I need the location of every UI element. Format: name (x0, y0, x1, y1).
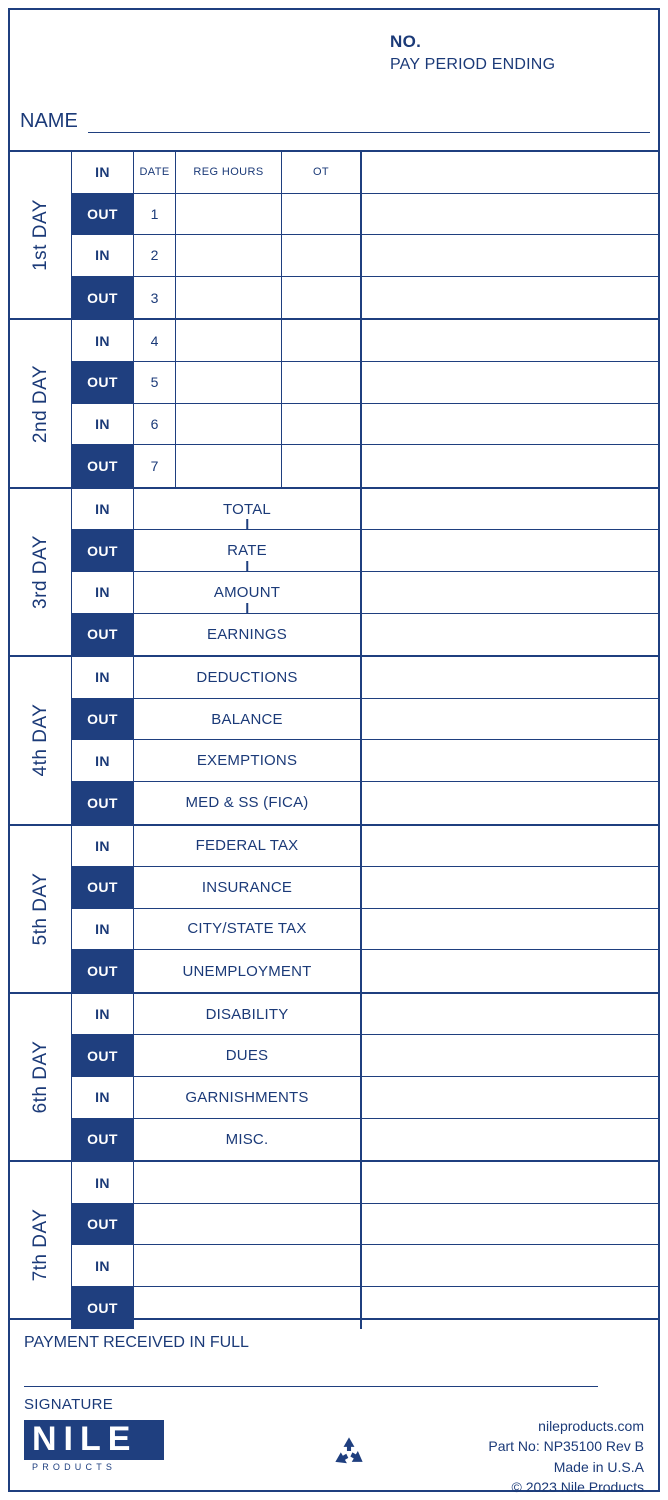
ot-cell[interactable] (282, 235, 362, 276)
card-header (10, 10, 658, 150)
payroll-label-total: TOTAL (134, 489, 362, 530)
day-label-3 (10, 489, 72, 655)
column-header-row (72, 152, 658, 194)
day-label-7-text: 7th DAY (29, 1209, 51, 1282)
reg-hours-cell[interactable] (176, 404, 282, 445)
inout-cell: OUT (72, 1204, 134, 1245)
table-row (72, 699, 658, 741)
payment-received-label: PAYMENT RECEIVED IN FULL (24, 1334, 249, 1351)
payroll-value-fica[interactable] (362, 782, 658, 824)
inout-cell: IN (72, 489, 134, 530)
day-block-2 (10, 320, 658, 488)
payroll-value-insurance[interactable] (362, 867, 658, 908)
blank-label-cell[interactable] (134, 1245, 362, 1286)
payroll-value-disability[interactable] (362, 994, 658, 1035)
reg-hours-cell[interactable] (176, 320, 282, 361)
table-row (72, 950, 658, 992)
inout-cell: OUT (72, 782, 134, 824)
inout-cell: IN (72, 235, 134, 276)
day-3-rows (72, 489, 658, 655)
payroll-label-fica: MED & SS (FICA) (134, 782, 362, 824)
table-row (72, 867, 658, 909)
blank-value-cell[interactable] (362, 1204, 658, 1245)
signature-line[interactable] (24, 1386, 598, 1387)
col-header-inout: IN (72, 152, 134, 193)
table-row (72, 572, 658, 614)
day-label-3-text: 3rd DAY (29, 534, 51, 609)
date-cell: 2 (134, 235, 176, 276)
table-row (72, 1204, 658, 1246)
day-5-rows (72, 826, 658, 992)
table-row (72, 194, 658, 236)
inout-cell: IN (72, 404, 134, 445)
payroll-label-misc: MISC. (134, 1119, 362, 1161)
name-label: NAME (20, 110, 78, 132)
table-row (72, 277, 658, 319)
table-row (72, 1245, 658, 1287)
table-row (72, 1162, 658, 1204)
date-cell: 1 (134, 194, 176, 235)
table-row (72, 362, 658, 404)
payroll-label-insurance: INSURANCE (134, 867, 362, 908)
payroll-label-deductions: DEDUCTIONS (134, 657, 362, 698)
date-cell: 3 (134, 277, 176, 319)
payroll-label-rate: RATE (134, 530, 362, 571)
table-row (72, 994, 658, 1036)
table-row (72, 909, 658, 951)
card-footer (10, 1318, 658, 1495)
date-cell: 4 (134, 320, 176, 361)
table-row (72, 614, 658, 656)
col-header-ot: OT (282, 152, 362, 193)
notes-cell[interactable] (362, 194, 658, 235)
col-header-reg-hours: REG HOURS (176, 152, 282, 193)
blank-value-cell[interactable] (362, 1162, 658, 1203)
payroll-value-garnishments[interactable] (362, 1077, 658, 1118)
inout-cell: IN (72, 320, 134, 361)
payroll-label-dues: DUES (134, 1035, 362, 1076)
payroll-value-unemployment[interactable] (362, 950, 658, 992)
inout-cell: OUT (72, 614, 134, 656)
day-7-rows (72, 1162, 658, 1328)
table-row (72, 740, 658, 782)
inout-cell: OUT (72, 530, 134, 571)
made-in-text: Made in U.S.A (553, 1458, 644, 1475)
notes-cell[interactable] (362, 404, 658, 445)
day-label-7 (10, 1162, 72, 1328)
inout-cell: IN (72, 572, 134, 613)
reg-hours-cell[interactable] (176, 445, 282, 487)
day-label-2-text: 2nd DAY (29, 364, 51, 443)
inout-cell: IN (72, 740, 134, 781)
col-header-date: DATE (134, 152, 176, 193)
inout-cell: OUT (72, 699, 134, 740)
table-row (72, 235, 658, 277)
payroll-label-exemptions: EXEMPTIONS (134, 740, 362, 781)
ot-cell[interactable] (282, 277, 362, 319)
payroll-label-balance: BALANCE (134, 699, 362, 740)
day-block-5 (10, 826, 658, 994)
day-4-rows (72, 657, 658, 823)
date-cell: 6 (134, 404, 176, 445)
inout-cell: IN (72, 909, 134, 950)
reg-hours-cell[interactable] (176, 277, 282, 319)
payroll-label-amount: AMOUNT (134, 572, 362, 613)
pay-period-ending-label: PAY PERIOD ENDING (390, 56, 556, 73)
day-label-1-text: 1st DAY (29, 199, 51, 272)
inout-cell: IN (72, 1162, 134, 1203)
payroll-value-amount[interactable] (362, 572, 658, 613)
inout-cell: OUT (72, 277, 134, 319)
recycle-icon (332, 1436, 366, 1466)
day-label-4-text: 4th DAY (29, 703, 51, 777)
name-write-line[interactable] (88, 132, 650, 133)
copyright-text: © 2023 Nile Products (511, 1478, 644, 1495)
website-text: nileproducts.com (538, 1418, 644, 1434)
inout-cell: OUT (72, 867, 134, 908)
payroll-value-rate[interactable] (362, 530, 658, 571)
signature-label: SIGNATURE (24, 1396, 114, 1413)
day-2-rows (72, 320, 658, 486)
day-block-7 (10, 1162, 658, 1328)
notes-cell[interactable] (362, 445, 658, 487)
payroll-value-misc[interactable] (362, 1119, 658, 1161)
day-label-1 (10, 152, 72, 318)
payroll-value-balance[interactable] (362, 699, 658, 740)
inout-cell: OUT (72, 362, 134, 403)
day-block-1 (10, 152, 658, 320)
payroll-label-garnishments: GARNISHMENTS (134, 1077, 362, 1118)
payroll-value-deductions[interactable] (362, 657, 658, 698)
timecard-grid (10, 150, 658, 1329)
day-label-5 (10, 826, 72, 992)
date-cell: 7 (134, 445, 176, 487)
reg-hours-cell[interactable] (176, 362, 282, 403)
brand-subtitle: PRODUCTS (32, 1461, 117, 1472)
inout-cell: OUT (72, 1119, 134, 1161)
payroll-label-city-state-tax: CITY/STATE TAX (134, 909, 362, 950)
notes-cell[interactable] (362, 277, 658, 319)
inout-cell: OUT (72, 445, 134, 487)
ot-cell[interactable] (282, 194, 362, 235)
blank-label-cell[interactable] (134, 1204, 362, 1245)
table-row (72, 782, 658, 824)
day-block-4 (10, 657, 658, 825)
table-row (72, 1077, 658, 1119)
date-cell: 5 (134, 362, 176, 403)
day-6-rows (72, 994, 658, 1160)
inout-cell: IN (72, 826, 134, 867)
part-number-text: Part No: NP35100 Rev B (488, 1438, 644, 1455)
payroll-label-unemployment: UNEMPLOYMENT (134, 950, 362, 992)
inout-cell: OUT (72, 1287, 134, 1329)
notes-cell[interactable] (362, 152, 658, 193)
inout-cell: OUT (72, 1035, 134, 1076)
table-row (72, 657, 658, 699)
inout-cell: IN (72, 1245, 134, 1286)
blank-label-cell[interactable] (134, 1162, 362, 1203)
table-row (72, 404, 658, 446)
table-row (72, 530, 658, 572)
inout-cell: OUT (72, 194, 134, 235)
payroll-label-disability: DISABILITY (134, 994, 362, 1035)
payroll-value-federal-tax[interactable] (362, 826, 658, 867)
ot-cell[interactable] (282, 362, 362, 403)
ot-cell[interactable] (282, 404, 362, 445)
day-1-rows (72, 152, 658, 318)
inout-cell: OUT (72, 950, 134, 992)
day-block-3 (10, 489, 658, 657)
table-row (72, 1035, 658, 1077)
inout-cell: IN (72, 657, 134, 698)
inout-cell: IN (72, 994, 134, 1035)
notes-cell[interactable] (362, 320, 658, 361)
number-label: NO. (390, 32, 422, 51)
payroll-value-earnings[interactable] (362, 614, 658, 656)
day-label-5-text: 5th DAY (29, 872, 51, 946)
reg-hours-cell[interactable] (176, 194, 282, 235)
inout-cell: IN (72, 1077, 134, 1118)
day-label-6-text: 6th DAY (29, 1040, 51, 1114)
table-row (72, 1119, 658, 1161)
table-row (72, 489, 658, 531)
payroll-value-city-state-tax[interactable] (362, 909, 658, 950)
table-row (72, 445, 658, 487)
payroll-label-federal-tax: FEDERAL TAX (134, 826, 362, 867)
payroll-label-earnings: EARNINGS (134, 614, 362, 656)
table-row (72, 320, 658, 362)
brand-logo (24, 1420, 164, 1472)
brand-name: NILE (24, 1420, 164, 1460)
notes-cell[interactable] (362, 362, 658, 403)
ot-cell[interactable] (282, 320, 362, 361)
time-card (8, 8, 660, 1495)
day-label-2 (10, 320, 72, 486)
day-label-6 (10, 994, 72, 1160)
payroll-value-exemptions[interactable] (362, 740, 658, 781)
day-block-6 (10, 994, 658, 1162)
ot-cell[interactable] (282, 445, 362, 487)
blank-value-cell[interactable] (362, 1245, 658, 1286)
day-label-4 (10, 657, 72, 823)
payroll-value-total[interactable] (362, 489, 658, 530)
legal-info (488, 1416, 644, 1497)
reg-hours-cell[interactable] (176, 235, 282, 276)
notes-cell[interactable] (362, 235, 658, 276)
payroll-value-dues[interactable] (362, 1035, 658, 1076)
name-row (10, 108, 658, 146)
table-row (72, 826, 658, 868)
